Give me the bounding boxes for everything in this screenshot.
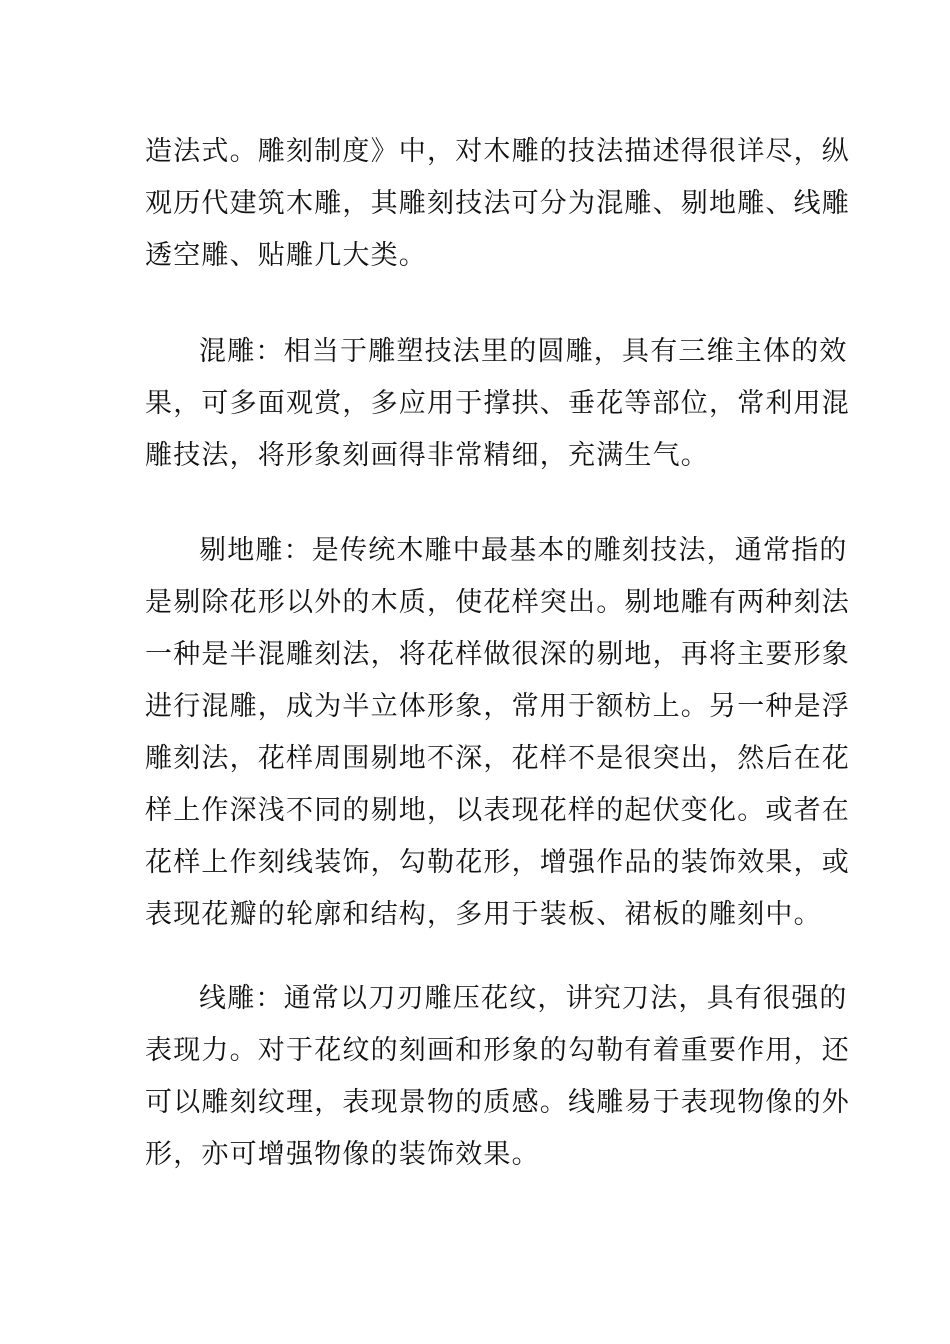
paragraph-xiandiao [145,973,850,1181]
text-line: 果，可多面观赏，多应用于撑拱、垂花等部位，常利用混 [145,388,850,419]
paragraph-intro [145,126,850,282]
text-line: 线雕：通常以刀刃雕压花纹，讲究刀法，具有很强的 [199,983,848,1014]
text-line: 造法式。雕刻制度》中，对木雕的技法描述得很详尽，纵 [145,136,850,167]
text-line: 雕技法，将形象刻画得非常精细，充满生气。 [145,440,709,471]
text-line: 进行混雕，成为半立体形象，常用于额枋上。另一种是浮 [145,691,850,722]
text-line: 是剔除花形以外的木质，使花样突出。剔地雕有两种刻法 [145,587,850,618]
text-line: 一种是半混雕刻法，将花样做很深的剔地，再将主要形象 [145,639,850,670]
text-line: 剔地雕：是传统木雕中最基本的雕刻技法，通常指的 [199,535,848,566]
text-line: 表现花瓣的轮廓和结构，多用于装板、裙板的雕刻中。 [145,899,822,930]
text-line: 样上作深浅不同的剔地，以表现花样的起伏变化。或者在 [145,795,850,826]
text-line: 可以雕刻纹理，表现景物的质感。线雕易于表现物像的外 [145,1087,850,1118]
text-line: 透空雕、贴雕几大类。 [145,240,427,271]
paragraph-hundiao [145,326,850,482]
text-line: 表现力。对于花纹的刻画和形象的勾勒有着重要作用，还 [145,1035,850,1066]
text-line: 花样上作刻线装饰，勾勒花形，增强作品的装饰效果，或 [145,847,850,878]
text-line: 形，亦可增强物像的装饰效果。 [145,1139,540,1170]
text-line: 雕刻法，花样周围剔地不深，花样不是很突出，然后在花 [145,743,850,774]
paragraph-tidiao [145,525,850,941]
text-line: 混雕：相当于雕塑技法里的圆雕，具有三维主体的效 [199,336,848,367]
text-line: 观历代建筑木雕，其雕刻技法可分为混雕、剔地雕、线雕 [145,188,850,219]
